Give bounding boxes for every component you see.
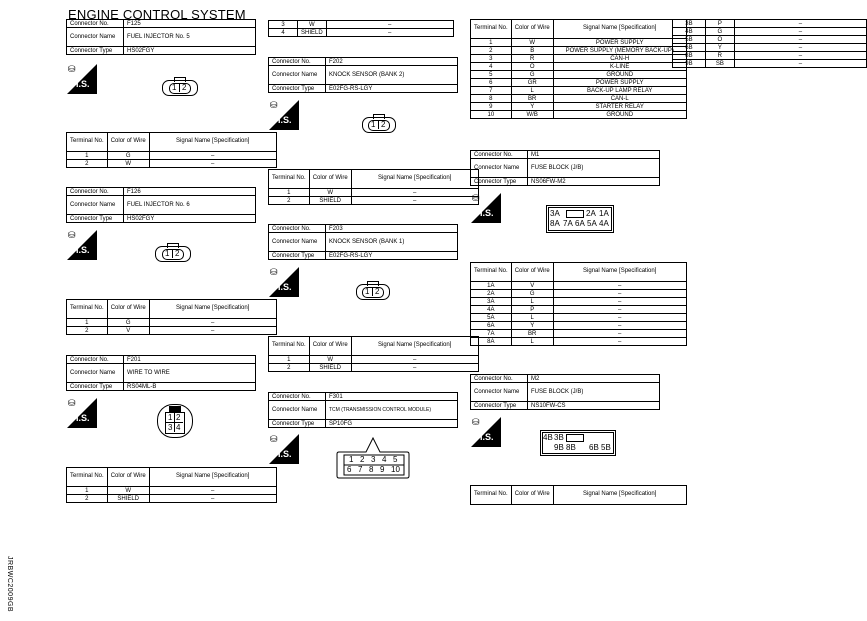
table-cell: Connector Name bbox=[269, 401, 326, 420]
table-cell: 8B bbox=[673, 52, 706, 60]
table-cell: – bbox=[734, 28, 866, 36]
f125-no: F125 bbox=[124, 20, 256, 28]
table-cell: – bbox=[734, 52, 866, 60]
table-row bbox=[673, 52, 867, 60]
f126-signal-table bbox=[66, 299, 277, 335]
table-cell: 2 bbox=[67, 327, 108, 335]
table-row bbox=[471, 338, 687, 346]
table-cell: Terminal No. bbox=[67, 133, 108, 152]
f201-continued-table bbox=[268, 20, 454, 37]
table-cell: Signal Name [Specification] bbox=[553, 263, 686, 282]
table-cell: W bbox=[511, 39, 553, 47]
connector-m1-info bbox=[470, 150, 660, 186]
hs-icon: ⛁ H.S. bbox=[269, 100, 299, 130]
table-cell: 5 bbox=[471, 71, 512, 79]
table-row bbox=[471, 282, 687, 290]
table-cell: – bbox=[734, 20, 866, 28]
table-cell: R bbox=[705, 52, 734, 60]
table-cell: 3B bbox=[673, 20, 706, 28]
table-cell: G bbox=[107, 319, 149, 327]
table-row bbox=[67, 487, 277, 495]
table-cell: 6 bbox=[471, 79, 512, 87]
table-cell: 6B bbox=[673, 44, 706, 52]
f126-connector-icon: 1 2 bbox=[155, 243, 191, 263]
f203-connector-icon: 1 2 bbox=[356, 281, 390, 301]
table-cell: Color of Wire bbox=[511, 486, 553, 505]
table-cell: Y bbox=[511, 322, 553, 330]
table-cell: Signal Name [Specification] bbox=[553, 486, 686, 505]
table-row bbox=[471, 71, 687, 79]
m2-connector-icon: 4B 3B 9B 8B 6B 5B bbox=[540, 430, 616, 456]
table-cell: Terminal No. bbox=[67, 468, 108, 487]
table-cell: O bbox=[705, 36, 734, 44]
table-cell: GROUND bbox=[553, 111, 686, 119]
table-cell: FUSE BLOCK (J/B) bbox=[528, 383, 660, 402]
table-cell: 3 bbox=[269, 21, 298, 29]
table-cell: Connector Type bbox=[67, 47, 124, 55]
table-cell: 2 bbox=[67, 160, 108, 168]
connector-face-icon: ⛁ bbox=[270, 267, 278, 277]
table-cell: L bbox=[511, 87, 553, 95]
table-row bbox=[471, 87, 687, 95]
table-cell: POWER SUPPLY bbox=[553, 39, 686, 47]
table-cell: – bbox=[351, 364, 478, 372]
table-cell: Color of Wire bbox=[309, 170, 351, 189]
table-cell: Connector Name bbox=[471, 383, 528, 402]
table-cell: F202 bbox=[326, 58, 458, 66]
table-cell: – bbox=[553, 290, 686, 298]
hs-icon: ⛁ H.S. bbox=[67, 230, 97, 260]
connector-f125-info bbox=[66, 19, 256, 55]
table-row bbox=[673, 60, 867, 68]
m2-signal-table bbox=[470, 485, 687, 505]
table-cell: Connector No. bbox=[471, 375, 528, 383]
table-cell: Connector No. bbox=[67, 20, 124, 28]
connector-face-icon: ⛁ bbox=[270, 434, 278, 444]
table-row bbox=[471, 39, 687, 47]
table-cell: – bbox=[553, 282, 686, 290]
table-cell: Terminal No. bbox=[471, 486, 512, 505]
table-row bbox=[67, 327, 277, 335]
f125-type: HS02FGY bbox=[124, 47, 256, 55]
table-row bbox=[269, 21, 454, 29]
table-cell: – bbox=[326, 29, 453, 37]
table-cell: – bbox=[553, 306, 686, 314]
table-row bbox=[471, 314, 687, 322]
connector-f301-info bbox=[268, 392, 458, 428]
table-cell: M2 bbox=[528, 375, 660, 383]
table-cell: L bbox=[511, 298, 553, 306]
table-cell: P bbox=[705, 20, 734, 28]
f125-connector-icon: 1 2 bbox=[162, 77, 198, 97]
table-row bbox=[269, 189, 479, 197]
table-row bbox=[471, 95, 687, 103]
table-cell: 4B bbox=[673, 28, 706, 36]
table-cell: 7 bbox=[471, 87, 512, 95]
table-row bbox=[471, 290, 687, 298]
connector-face-icon: ⛁ bbox=[68, 230, 76, 240]
table-cell: – bbox=[149, 152, 276, 160]
table-cell: W bbox=[107, 487, 149, 495]
table-row bbox=[673, 28, 867, 36]
table-cell: RS04ML-B bbox=[124, 383, 256, 391]
table-cell: – bbox=[351, 189, 478, 197]
table-cell: Connector Type bbox=[67, 215, 124, 223]
table-cell: – bbox=[553, 298, 686, 306]
table-row bbox=[67, 152, 277, 160]
table-cell: – bbox=[553, 338, 686, 346]
table-cell: 9 bbox=[471, 103, 512, 111]
table-cell: 5A bbox=[471, 314, 512, 322]
table-row bbox=[471, 79, 687, 87]
table-cell: KNOCK SENSOR (BANK 2) bbox=[326, 66, 458, 85]
f301-connector-icon: 1 2 3 4 5 6 7 8 9 10 bbox=[336, 436, 410, 480]
table-cell: Connector Name bbox=[67, 364, 124, 383]
hs-icon: ⛁ H.S. bbox=[269, 267, 299, 297]
table-cell: – bbox=[553, 330, 686, 338]
table-cell: 2 bbox=[269, 364, 310, 372]
table-cell: P bbox=[511, 306, 553, 314]
table-cell: 5B bbox=[673, 36, 706, 44]
table-row bbox=[673, 44, 867, 52]
table-cell: Color of Wire bbox=[107, 133, 149, 152]
table-cell: 10 bbox=[471, 111, 512, 119]
f301-signal-table bbox=[470, 19, 687, 119]
hs-icon: ⛁ H.S. bbox=[471, 193, 501, 223]
table-cell: M1 bbox=[528, 151, 660, 159]
table-cell: Signal Name [Specification] bbox=[149, 133, 276, 152]
table-cell: Signal Name [Specification] bbox=[553, 20, 686, 39]
table-cell: W bbox=[309, 356, 351, 364]
table-cell: 3A bbox=[471, 298, 512, 306]
table-cell: BR bbox=[511, 95, 553, 103]
f202-signal-table bbox=[268, 169, 479, 205]
table-cell: Y bbox=[705, 44, 734, 52]
m2-continued-table bbox=[672, 19, 867, 68]
table-row bbox=[673, 20, 867, 28]
table-cell: SB bbox=[705, 60, 734, 68]
connector-face-icon: ⛁ bbox=[68, 398, 76, 408]
table-cell: 1 bbox=[269, 189, 310, 197]
table-cell: Connector Type bbox=[269, 420, 326, 428]
table-row bbox=[67, 160, 277, 168]
m1-signal-table bbox=[470, 262, 687, 346]
table-cell: Signal Name [Specification] bbox=[149, 468, 276, 487]
table-cell: 8A bbox=[471, 338, 512, 346]
table-cell: L bbox=[511, 314, 553, 322]
f125-name: FUEL INJECTOR No. 5 bbox=[124, 28, 256, 47]
table-cell: CAN-L bbox=[553, 95, 686, 103]
table-cell: W bbox=[309, 189, 351, 197]
table-cell: Connector No. bbox=[471, 151, 528, 159]
table-cell: 1 bbox=[67, 152, 108, 160]
table-cell: Connector Name bbox=[67, 28, 124, 47]
table-row bbox=[471, 103, 687, 111]
table-cell: G bbox=[107, 152, 149, 160]
table-cell: 1 bbox=[269, 356, 310, 364]
hs-icon: ⛁ H.S. bbox=[67, 398, 97, 428]
table-row bbox=[471, 306, 687, 314]
table-cell: Y bbox=[511, 103, 553, 111]
connector-f202-info bbox=[268, 57, 458, 93]
table-cell: K-LINE bbox=[553, 63, 686, 71]
table-cell: B bbox=[511, 47, 553, 55]
m1-connector-icon: 3A 2A 1A 8A 7A 6A 5A 4A bbox=[546, 205, 614, 233]
table-cell: Color of Wire bbox=[511, 20, 553, 39]
table-row bbox=[471, 55, 687, 63]
table-row bbox=[67, 495, 277, 503]
table-cell: Connector Type bbox=[471, 402, 528, 410]
table-cell: SHIELD bbox=[298, 29, 327, 37]
table-cell: GR bbox=[511, 79, 553, 87]
table-cell: BR bbox=[511, 330, 553, 338]
table-cell: Connector Type bbox=[269, 252, 326, 260]
table-cell: KNOCK SENSOR (BANK 1) bbox=[326, 233, 458, 252]
table-cell: 9B bbox=[673, 60, 706, 68]
table-cell: SHIELD bbox=[107, 495, 149, 503]
table-cell: Connector No. bbox=[269, 58, 326, 66]
table-cell: Connector No. bbox=[269, 225, 326, 233]
table-cell: STARTER RELAY bbox=[553, 103, 686, 111]
table-row bbox=[471, 111, 687, 119]
table-cell: G bbox=[511, 71, 553, 79]
hs-icon: ⛁ H.S. bbox=[471, 417, 501, 447]
table-cell: Connector No. bbox=[67, 356, 124, 364]
hs-icon: ⛁ H.S. bbox=[67, 64, 97, 94]
table-cell: 1A bbox=[471, 282, 512, 290]
table-cell: – bbox=[149, 319, 276, 327]
table-cell: SP10FG bbox=[326, 420, 458, 428]
f125-signal-table bbox=[66, 132, 277, 168]
table-cell: Signal Name [Specification] bbox=[351, 170, 478, 189]
table-cell: Terminal No. bbox=[471, 263, 512, 282]
table-cell: – bbox=[734, 36, 866, 44]
table-cell: POWER SUPPLY bbox=[553, 79, 686, 87]
table-cell: E02FG-RS-LGY bbox=[326, 252, 458, 260]
table-row bbox=[471, 47, 687, 55]
table-cell: 7A bbox=[471, 330, 512, 338]
connector-face-icon: ⛁ bbox=[472, 193, 480, 203]
table-cell: V bbox=[107, 327, 149, 335]
table-cell: BACK-UP LAMP RELAY bbox=[553, 87, 686, 95]
table-cell: – bbox=[149, 160, 276, 168]
table-cell: – bbox=[149, 487, 276, 495]
table-cell: 1 bbox=[67, 319, 108, 327]
table-cell: W/B bbox=[511, 111, 553, 119]
table-cell: Connector No. bbox=[67, 188, 124, 196]
table-cell: NS10FW-CS bbox=[528, 402, 660, 410]
table-cell: – bbox=[553, 314, 686, 322]
table-cell: 1 bbox=[67, 487, 108, 495]
table-cell: F301 bbox=[326, 393, 458, 401]
table-cell: SHIELD bbox=[309, 197, 351, 205]
table-cell: – bbox=[351, 356, 478, 364]
table-cell: – bbox=[734, 60, 866, 68]
table-cell: F126 bbox=[124, 188, 256, 196]
table-cell: 6A bbox=[471, 322, 512, 330]
table-cell: – bbox=[326, 21, 453, 29]
table-row bbox=[471, 298, 687, 306]
table-cell: WIRE TO WIRE bbox=[124, 364, 256, 383]
connector-face-icon: ⛁ bbox=[472, 417, 480, 427]
table-cell: V bbox=[511, 282, 553, 290]
table-cell: 2 bbox=[67, 495, 108, 503]
table-row bbox=[269, 356, 479, 364]
table-cell: FUSE BLOCK (J/B) bbox=[528, 159, 660, 178]
connector-f203-info bbox=[268, 224, 458, 260]
table-cell: – bbox=[149, 495, 276, 503]
table-cell: 2 bbox=[471, 47, 512, 55]
table-row bbox=[269, 197, 479, 205]
hs-icon: ⛁ H.S. bbox=[269, 434, 299, 464]
table-row bbox=[67, 319, 277, 327]
table-cell: W bbox=[298, 21, 327, 29]
table-cell: 4 bbox=[471, 63, 512, 71]
table-cell: HS02FGY bbox=[124, 215, 256, 223]
table-cell: TCM (TRANSMISSION CONTROL MODULE) bbox=[326, 401, 458, 420]
table-cell: Connector Name bbox=[471, 159, 528, 178]
table-cell: E02FG-RS-LGY bbox=[326, 85, 458, 93]
table-cell: Connector Name bbox=[67, 196, 124, 215]
table-cell: Signal Name [Specification] bbox=[351, 337, 478, 356]
table-cell: Connector Name bbox=[269, 66, 326, 85]
table-cell: Signal Name [Specification] bbox=[149, 300, 276, 319]
connector-face-icon: ⛁ bbox=[68, 64, 76, 74]
table-cell: G bbox=[705, 28, 734, 36]
table-cell: Color of Wire bbox=[309, 337, 351, 356]
table-cell: CAN-H bbox=[553, 55, 686, 63]
table-cell: Connector Type bbox=[67, 383, 124, 391]
table-row bbox=[269, 364, 479, 372]
connector-face-icon: ⛁ bbox=[270, 100, 278, 110]
table-cell: 8 bbox=[471, 95, 512, 103]
table-cell: Connector Type bbox=[269, 85, 326, 93]
table-row bbox=[269, 29, 454, 37]
table-cell: W bbox=[107, 160, 149, 168]
f203-signal-table bbox=[268, 336, 479, 372]
table-cell: NS06FW-M2 bbox=[528, 178, 660, 186]
table-cell: G bbox=[511, 290, 553, 298]
f201-connector-icon: 1 2 3 4 bbox=[157, 404, 193, 438]
table-cell: – bbox=[351, 197, 478, 205]
table-cell: Color of Wire bbox=[511, 263, 553, 282]
table-cell: POWER SUPPLY (MEMORY BACK-UP) bbox=[553, 47, 686, 55]
table-cell: R bbox=[511, 55, 553, 63]
table-cell: 1 bbox=[471, 39, 512, 47]
table-cell: Connector No. bbox=[269, 393, 326, 401]
table-cell: Connector Name bbox=[269, 233, 326, 252]
table-cell: Color of Wire bbox=[107, 300, 149, 319]
table-cell: F201 bbox=[124, 356, 256, 364]
table-row bbox=[471, 63, 687, 71]
table-cell: F203 bbox=[326, 225, 458, 233]
table-cell: Color of Wire bbox=[107, 468, 149, 487]
document-code: JRBWC2009GB bbox=[6, 556, 13, 613]
table-cell: 4A bbox=[471, 306, 512, 314]
table-cell: Terminal No. bbox=[269, 337, 310, 356]
table-cell: – bbox=[734, 44, 866, 52]
table-cell: Connector Type bbox=[471, 178, 528, 186]
f202-connector-icon: 1 2 bbox=[362, 114, 396, 134]
table-cell: 4 bbox=[269, 29, 298, 37]
connector-m2-info bbox=[470, 374, 660, 410]
table-cell: Terminal No. bbox=[269, 170, 310, 189]
connector-f201-info bbox=[66, 355, 256, 391]
table-cell: Terminal No. bbox=[471, 20, 512, 39]
table-cell: GROUND bbox=[553, 71, 686, 79]
page-title: ENGINE CONTROL SYSTEM bbox=[68, 7, 246, 22]
table-cell: SHIELD bbox=[309, 364, 351, 372]
f201-signal-table bbox=[66, 467, 277, 503]
table-row bbox=[673, 36, 867, 44]
table-cell: – bbox=[149, 327, 276, 335]
table-cell: 2 bbox=[269, 197, 310, 205]
table-cell: 3 bbox=[471, 55, 512, 63]
connector-f126-info bbox=[66, 187, 256, 223]
table-row bbox=[471, 322, 687, 330]
table-cell: FUEL INJECTOR No. 6 bbox=[124, 196, 256, 215]
table-cell: L bbox=[511, 338, 553, 346]
table-row bbox=[471, 330, 687, 338]
table-cell: 2A bbox=[471, 290, 512, 298]
table-cell: Terminal No. bbox=[67, 300, 108, 319]
table-cell: – bbox=[553, 322, 686, 330]
table-cell: O bbox=[511, 63, 553, 71]
